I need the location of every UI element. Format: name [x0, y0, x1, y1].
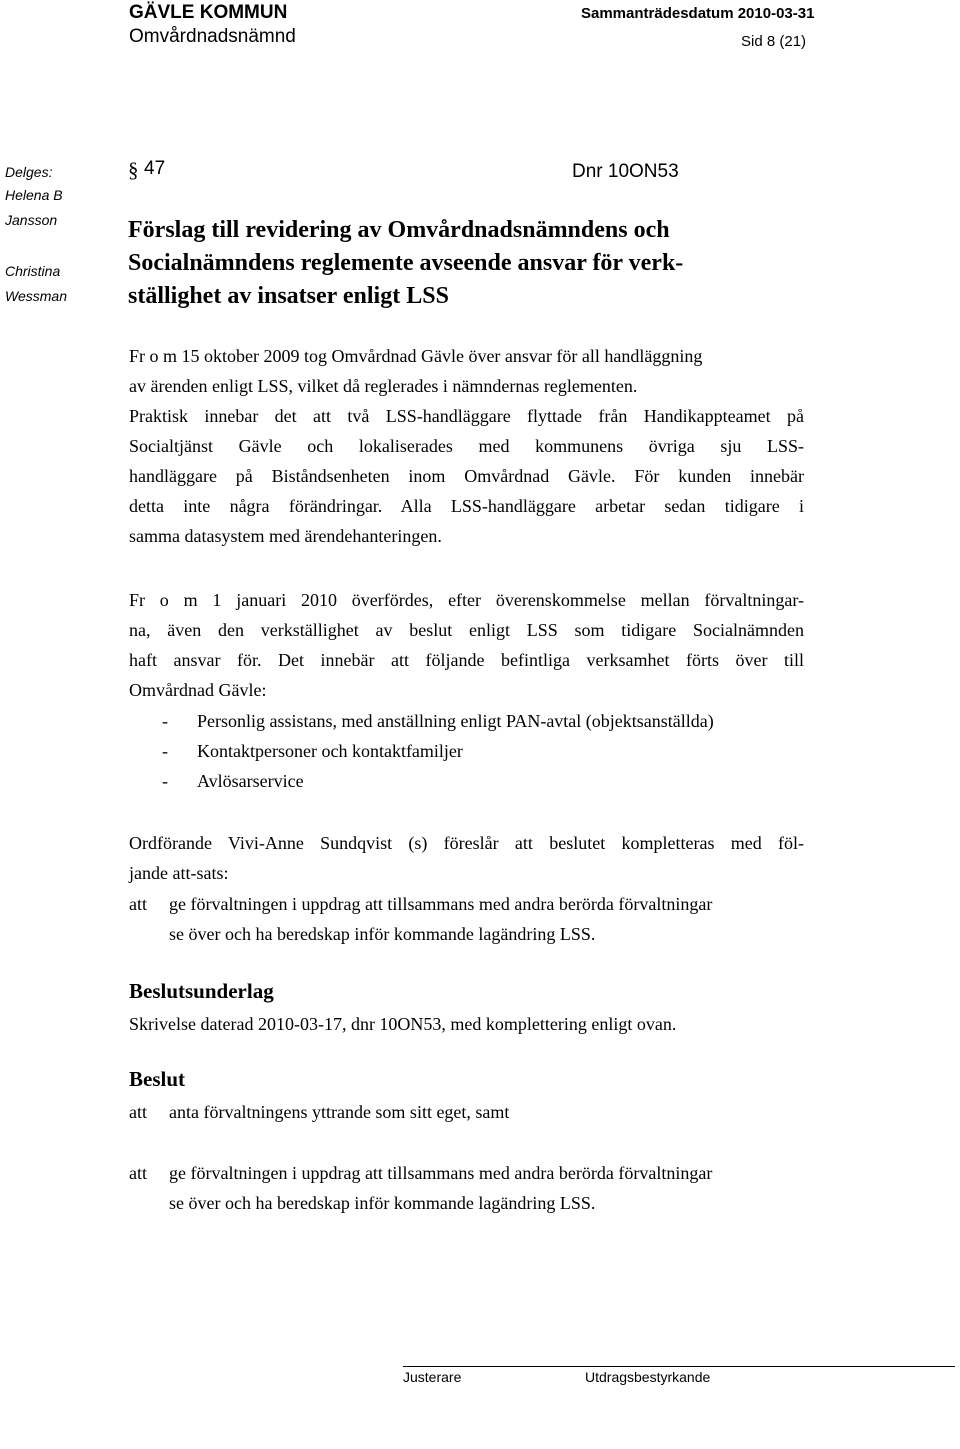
att-text	[169, 1158, 712, 1218]
text-line: samma datasystem med ärendehanteringen.	[129, 526, 442, 546]
text-line: detta inte några förändringar. Alla LSS-handläggare arbetar sedan tidigare i	[129, 496, 804, 516]
paragraph-1	[129, 341, 804, 551]
text-line: Ordförande Vivi-Anne Sundqvist (s) föreslår att beslutet kompletteras med föl-	[129, 833, 804, 853]
list-item-text: Personlig assistans, med anställning enligt PAN-avtal (objektsanställda)	[197, 711, 714, 731]
utdragsbestyrkande-label: Utdragsbestyrkande	[585, 1369, 711, 1385]
paragraph-number: 47	[144, 158, 166, 179]
proposal-paragraph	[129, 828, 804, 888]
recipient-line: Helena B	[5, 187, 63, 203]
text-line: haft ansvar för. Det innebär att följande befintliga verksamhet förts över till	[129, 650, 804, 670]
case-number: Dnr 10ON53	[572, 161, 679, 182]
page-number: Sid 8 (21)	[741, 33, 807, 50]
recipient-line: Jansson	[5, 212, 58, 228]
text-line: Socialtjänst Gävle och lokaliserades med kommunens övriga sju LSS-	[129, 436, 804, 456]
text-line: ge förvaltningen i uppdrag att tillsammans med andra berörda förvaltningar	[169, 894, 713, 914]
transferred-services-list	[162, 706, 714, 796]
proposal-att-clause	[129, 889, 809, 949]
organization-name: GÄVLE KOMMUN	[129, 2, 288, 23]
decision-att-clause	[129, 1097, 809, 1127]
text-line: Fr o m 1 januari 2010 överfördes, efter överenskommelse mellan förvaltningar-	[129, 590, 804, 610]
text-line: se över och ha beredskap inför kommande lagändring LSS.	[169, 1193, 596, 1213]
paragraph-symbol: §	[128, 158, 139, 182]
section-title	[128, 214, 828, 313]
text-line: Omvårdnad Gävle:	[129, 680, 267, 700]
justerare-label: Justerare	[403, 1369, 462, 1385]
text-line: jande att-sats:	[129, 863, 229, 883]
beslutsunderlag-text: Skrivelse daterad 2010-03-17, dnr 10ON53, med komplettering enligt ovan.	[129, 1014, 677, 1034]
att-keyword: att	[129, 1163, 147, 1183]
decision-att-clause	[129, 1158, 809, 1218]
justerare-signature-line	[403, 1366, 593, 1367]
att-text	[169, 889, 712, 949]
delges-label: Delges:	[5, 164, 53, 180]
title-line: ställighet av insatser enligt LSS	[128, 283, 449, 309]
att-keyword: att	[129, 1102, 147, 1122]
list-item-text: Avlösarservice	[197, 771, 304, 791]
list-item	[162, 706, 714, 736]
title-line: Socialnämndens reglemente avseende ansvar för verk-	[128, 250, 684, 276]
list-item-text: Kontaktpersoner och kontaktfamiljer	[197, 741, 463, 761]
text-line: ge förvaltningen i uppdrag att tillsammans med andra berörda förvaltningar	[169, 1163, 713, 1183]
list-item	[162, 736, 714, 766]
beslutsunderlag-heading: Beslutsunderlag	[129, 979, 274, 1003]
text-line: Praktisk innebar det att två LSS-handläggare flyttade från Handikappteamet på	[129, 406, 804, 426]
board-name: Omvårdnadsnämnd	[129, 26, 296, 47]
paragraph-2	[129, 585, 804, 705]
beslut-heading: Beslut	[129, 1067, 186, 1091]
text-line: anta förvaltningens yttrande som sitt eget, samt	[169, 1102, 510, 1122]
meeting-date: Sammanträdesdatum 2010-03-31	[581, 5, 815, 22]
list-dash: -	[162, 741, 168, 761]
list-item	[162, 766, 714, 796]
list-dash: -	[162, 771, 168, 791]
text-line: av ärenden enligt LSS, vilket då reglerades i nämndernas reglementen.	[129, 376, 638, 396]
text-line: handläggare på Biståndsenheten inom Omvårdnad Gävle. För kunden innebär	[129, 466, 804, 486]
utdrag-signature-line	[585, 1366, 955, 1367]
text-line: se över och ha beredskap inför kommande lagändring LSS.	[169, 924, 596, 944]
recipient-line: Christina	[5, 263, 61, 279]
att-keyword: att	[129, 894, 147, 914]
text-line: Fr o m 15 oktober 2009 tog Omvårdnad Gävle över ansvar för all handläggning	[129, 346, 703, 366]
list-dash: -	[162, 711, 168, 731]
text-line: na, även den verkställighet av beslut enligt LSS som tidigare Socialnämnden	[129, 620, 804, 640]
recipient-line: Wessman	[5, 288, 67, 304]
att-text	[169, 1097, 509, 1127]
title-line: Förslag till revidering av Omvårdnadsnämndens och	[128, 217, 670, 243]
